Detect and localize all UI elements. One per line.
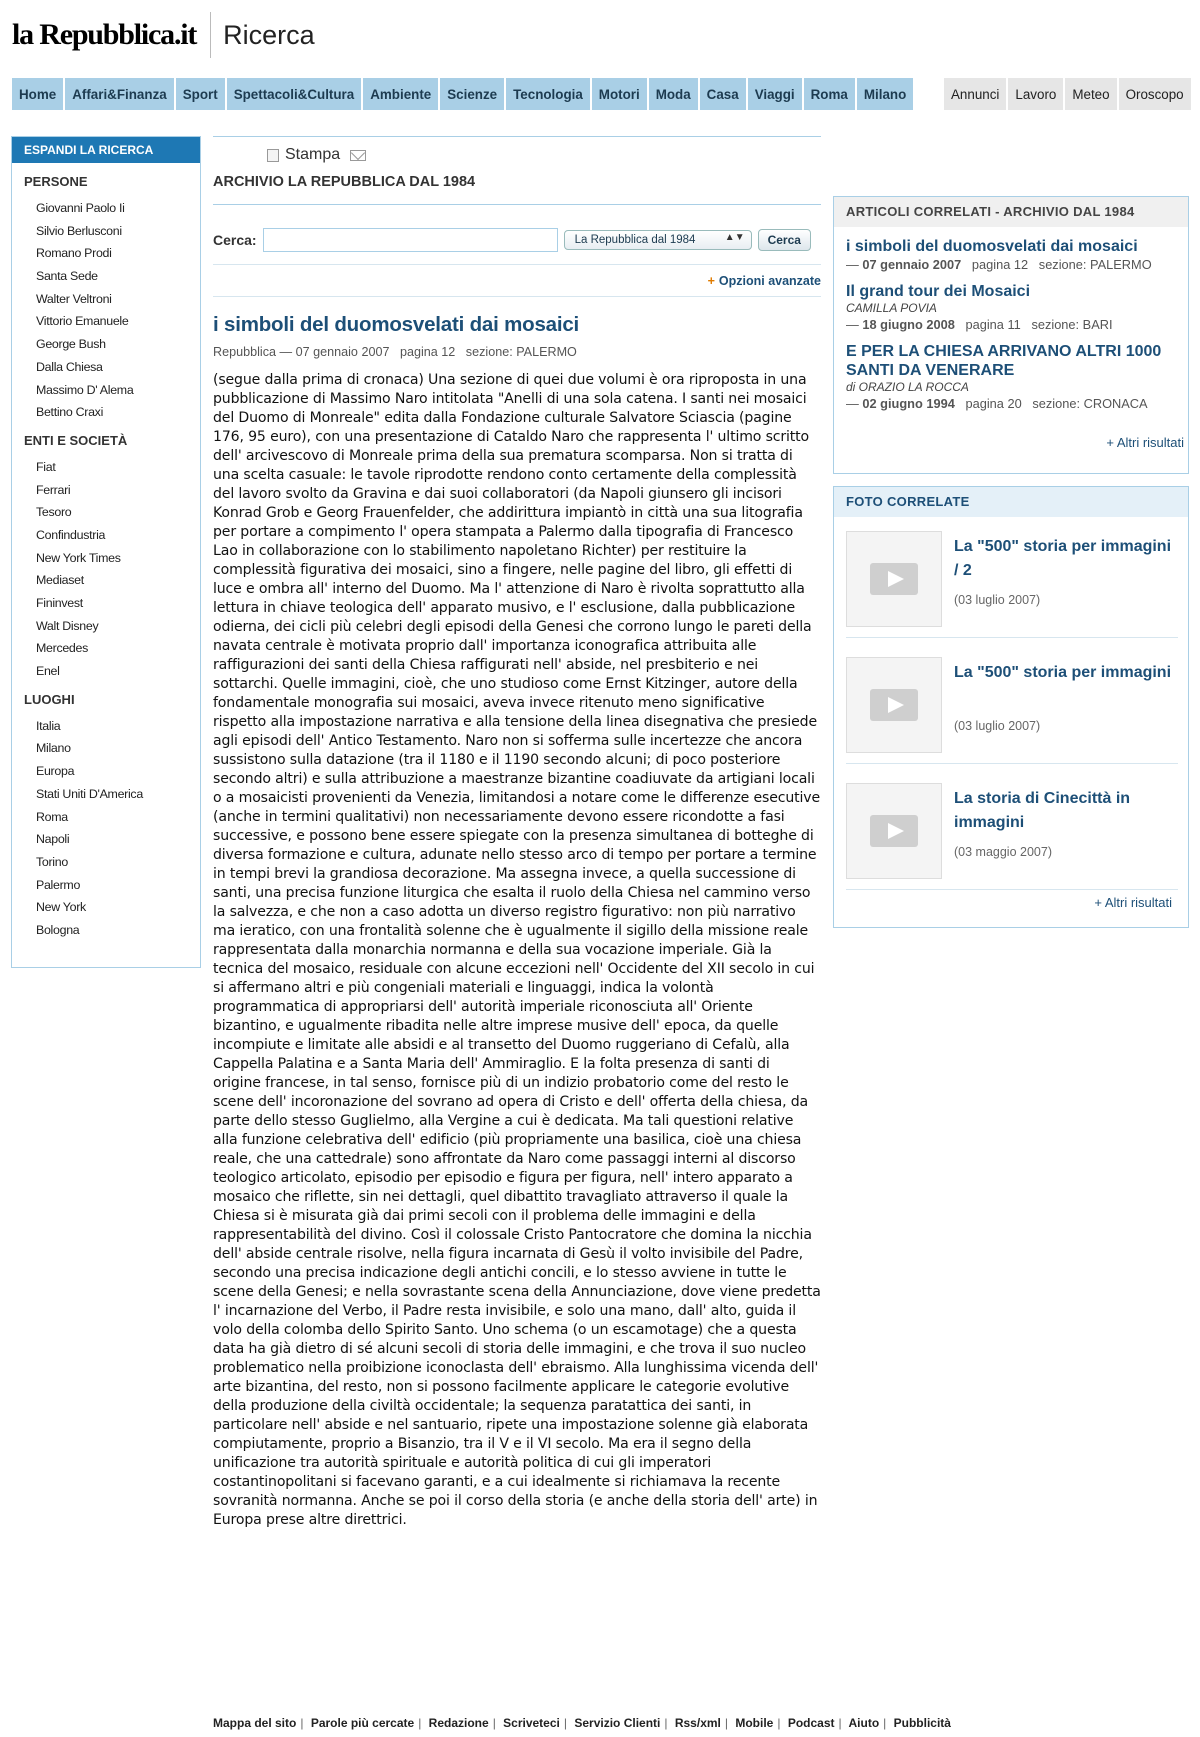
sidebar-item[interactable]: Ferrari [36, 482, 71, 497]
related-article-page: pagina 20 [965, 396, 1022, 411]
sidebar-item[interactable]: Palermo [36, 877, 81, 892]
related-article-title[interactable]: i simboli del duomosvelati dai mosaici [846, 238, 1138, 255]
header-divider [210, 12, 211, 58]
divider [213, 204, 821, 205]
main-nav [12, 78, 915, 110]
sidebar-item[interactable]: Santa Sede [36, 269, 98, 284]
print-label: Stampa [285, 146, 341, 163]
nav-spettacoli-cultura[interactable]: Spettacoli&Cultura [227, 78, 362, 110]
separator: | [664, 1716, 668, 1730]
divider [213, 296, 821, 297]
search-label: Cerca: [213, 232, 257, 248]
photo-title[interactable]: La storia di Cinecittà in immagini [954, 790, 1131, 831]
related-article-author: CAMILLA POVIA [846, 301, 937, 315]
related-articles-heading: ARTICOLI CORRELATI - ARCHIVIO DAL 1984 [834, 197, 1188, 227]
article-section: sezione: PALERMO [465, 345, 577, 359]
related-article-title[interactable]: Il grand tour dei Mosaici [846, 283, 1031, 300]
article-meta: Repubblica — 07 gennaio 2007 pagina 12 sezione: PALERMO [213, 345, 577, 359]
related-article-date: 02 giugno 1994 [862, 396, 955, 411]
divider [846, 763, 1178, 764]
sidebar-group-persone: PERSONE [24, 174, 88, 189]
related-article-section: sezione: CRONACA [1032, 396, 1148, 411]
more-articles-link[interactable]: + Altri risultati [1106, 435, 1184, 450]
nav-oroscopo[interactable]: Oroscopo [1119, 78, 1191, 110]
sidebar-item[interactable]: Roma [36, 809, 68, 824]
more-photos-link[interactable]: + Altri risultati [1094, 895, 1172, 910]
article-page: pagina 12 [399, 345, 456, 359]
sidebar-item[interactable]: Mediaset [36, 573, 84, 588]
sidebar-item[interactable]: Tesoro [36, 505, 72, 520]
archive-title: ARCHIVIO LA REPUBBLICA DAL 1984 [213, 174, 476, 190]
nav-meteo[interactable]: Meteo [1065, 78, 1116, 110]
print-icon [267, 149, 279, 162]
photo-item[interactable] [846, 783, 1178, 883]
related-article-meta: — 18 giugno 2008 pagina 11 sezione: BARI [846, 317, 1113, 332]
expand-search-header[interactable]: ESPANDI LA RICERCA [12, 137, 200, 163]
archive-select-value: La Repubblica dal 1984 [574, 234, 696, 246]
nav-roma[interactable]: Roma [804, 78, 855, 110]
play-icon [870, 563, 918, 595]
separator: | [724, 1716, 728, 1730]
related-article [834, 237, 1188, 273]
footer-link[interactable]: Aiuto [848, 1716, 880, 1730]
nav-affari-finanza[interactable]: Affari&Finanza [65, 78, 174, 110]
play-icon [870, 815, 918, 847]
sidebar-item[interactable]: Silvio Berlusconi [36, 223, 122, 238]
nav-annunci[interactable]: Annunci [944, 78, 1006, 110]
nav-home[interactable]: Home [12, 78, 63, 110]
sidebar-item[interactable]: Bettino Craxi [36, 405, 104, 420]
related-article-section: sezione: BARI [1031, 317, 1113, 332]
search-form [213, 226, 811, 254]
photo-date: (03 luglio 2007) [954, 593, 1041, 607]
archive-select[interactable] [564, 230, 752, 250]
photo-date: (03 luglio 2007) [954, 719, 1041, 733]
related-article-page: pagina 12 [971, 257, 1029, 272]
print-link[interactable] [267, 146, 366, 164]
nav-scienze[interactable]: Scienze [440, 78, 504, 110]
related-article-page: pagina 11 [965, 317, 1021, 332]
sidebar-item[interactable]: Confindustria [36, 527, 106, 542]
footer-link[interactable]: Mappa del sito [213, 1716, 297, 1730]
sidebar-item[interactable]: Napoli [36, 832, 70, 847]
footer-link[interactable]: Parole più cercate [310, 1716, 415, 1730]
site-logo[interactable]: la Repubblica.it [12, 18, 197, 51]
main-content [213, 136, 821, 1528]
section-title: Ricerca [223, 19, 315, 50]
nav-ambiente[interactable]: Ambiente [363, 78, 438, 110]
footer-link[interactable]: Podcast [787, 1716, 835, 1730]
nav-tecnologia[interactable]: Tecnologia [506, 78, 590, 110]
sidebar-item[interactable]: Giovanni Paolo Ii [36, 201, 125, 215]
sidebar-item[interactable]: Romano Prodi [36, 246, 112, 261]
sidebar-item[interactable]: Massimo D' Alema [36, 382, 134, 397]
sidebar-group-luoghi: LUOGHI [24, 691, 75, 707]
article-body: (segue dalla prima di cronaca) Una sezione di quei due volumi è ora riproposta in una pubblicazione di Massimo Naro intitolata "Anelli di una sola catena. I santi nei mosaici del Duomo di Monreale" edita dalla Fondazione culturale Salvatore Sciascia (pagine 176, 95 euro), con una presentazione di Cataldo Naro che rappresenta l' ultimo scritto dell' arcivescovo di Monreale prima della sua prematura scomparsa. Non si tratta di una scelta casuale: le tavole riprodotte rendono conto certamente della complessità del lavoro svolto da Gravina e dai suoi collaboratori (da Napoli giunsero gli incisori Konrad Grob e Georg Frauenfelder, che addirittura impiantò in città una sua litografia per portare a compimento l' opera stampata a Palermo dalla tipografia di Francesco Lao in collaborazione con lo stabilimento napoletano Richter) per restituire la complessità figurativa dei mosaici, sino a fingere, nelle pagine del libro, gli effetti di luce e ombra all' interno del Duomo. Ma l' attenzione di Naro è rivolta soprattutto alla lettura in chiave teologica dell' apparato musivo, e l' esclusione, dalla pubblicazione odierna, dei cicli più celebri degli episodi della Genesi che corrono lungo le pareti della navata centrale è motivata proprio dall' importanza iconografica attribuita alle raffigurazioni dei santi della Chiesa raffigurati nell' abside, nel presbiterio e nei sottarchi. Quelle immagini, cioè, che uno studioso come Ernst Kitzinger, autore della fondamentale monografia sui mosaici, aveva invece ritenuto meno significative rispetto alla impostazione narrativa e alla tensione della linea disegnativa che presiede agli episodi dell' Antico Testamento. Naro non si sofferma sulle incertezze che ancora sussistono sulla datazione (tra il 1180 e il 1190 secondo alcuni; di poco posteriore secondo altri) e sulla attribuzione a maestranze bizantine coadiuvate da artigiani locali o a mosaicisti provenienti da Venezia, limitandosi a notare come le differenze esecutive (anche in termini qualitativi) non necessariamente devono essere ricondotte a fasi successive, e possono bene essere spiegate con la presenza simultanea di botteghe di diversa formazione e cultura, adunate nello stesso arco di tempo per portare a termine in tempi brevi la grandiosa decorazione. Ma assegna invece, a quella successione di santi, una precisa funzione liturgica che esalta il ruolo della Chiesa nel cammino verso la salvezza, e che non a caso adotta un diverso registro figurativo: non più narrativo ma ieratico, con una frontalità solenne che è ugualmente il sigillo della missione reale rappresentata dalla monarchia normanna e della sua vocazione imperiale. Già la tecnica del mosaico, residuale con alcune eccezioni nell' Occidente del XII secolo in cui si affermano altri e più congeniali materiali e linguaggi, indica la volontà programmatica di appropriarsi dell' autorità imperiale riconosciuta all' Oriente bizantino, e ugualmente ribadita nelle altre imprese musive dell' epoca, da quelle incompiute e limitate alle absidi e al transetto del Duomo ruggeriano di Cefalù, alla Cappella Palatina e a Santa Maria dell' Ammiraglio. E la folta presenza di santi di origine francese, in tal senso, fornisce più di un indizio probatorio come del resto le scene dell' incoronazione del sovrano ad opera di Cristo e dell' offerta della chiesa, da parte dello stesso Guglielmo, alla Vergine a cui è dedicata. Ma tali questioni relative alla funzione celebrativa dell' edificio (più propriamente una basilica, cioè una chiesa reale, che una cattedrale) sono affrontate da Naro come passaggi interni al discorso teologico articolato, episodio per episodio e figura per figura, nell' intero apparato a mosaico che riflette, sin nei dettagli, quel dibattito travagliato attraverso il quale la Chiesa si è misurata già dai primi secoli con il problema delle immagini e della rappresentabilità del divino. Così il colossale Cristo Pantocratore che domina la nicchia dell' abside centrale risolve, nella figura incarnata di Gesù il volto invisibile del Padre, secondo una precisa indicazione degli antichi concili, e lo stesso avviene in tutte le scene della Genesi; e nella sovrastante scena della Annunciazione, dove viene predetta l' incarnazione del Verbo, il Padre resta invisibile, e solo una mano, dall' alto, guida il volo della colomba dello Spirito Santo. Uno schema (o un escamotage) che a questa data ha già dietro di sé alcuni secoli di storia delle immagini, e che trova il suo nucleo problematico nella proibizione iconoclasta dell' ebraismo. Alla lunghissima vicenda dell' arte bizantina, del resto, non si possono facilmente applicare le categorie evolutive della produzione della civiltà occidentale; la sequenza paratattica dei santi, in particolare nell' abside e nel santuario, ripete una impostazione solenne già elaborata compiutamente, proprio a Bisanzio, tra il V e il VI secolo. Ma era il segno della unificazione tra autorità spirituale e autorità politica di cui gli imperatori costantinopolitani si facevano garanti, e a cui idealmente si richiamava la recente sovranità normanna. Anche se poi il corso della storia (e anche della storia dell' arte) in Europa prese altre direttrici. [213, 372, 821, 1528]
related-articles-box [833, 196, 1189, 474]
plus-icon: + [707, 274, 715, 288]
separator: | [777, 1716, 781, 1730]
footer-link[interactable]: Pubblicità [893, 1716, 951, 1730]
photo-item[interactable] [846, 657, 1178, 757]
nav-sport[interactable]: Sport [176, 78, 225, 110]
photo-thumbnail[interactable] [846, 783, 942, 879]
sidebar-item[interactable]: Torino [36, 854, 68, 869]
advanced-options-link[interactable] [708, 274, 821, 288]
related-photos-box [833, 486, 1189, 928]
related-article-author: di ORAZIO LA ROCCA [846, 380, 969, 394]
sidebar-item[interactable]: Bologna [36, 922, 80, 937]
site-header [12, 10, 315, 60]
divider [213, 264, 821, 265]
sidebar-item[interactable]: Walter Veltroni [36, 291, 112, 306]
sidebar-item[interactable]: Dalla Chiesa [36, 359, 103, 374]
article-title[interactable]: i simboli del duomosvelati dai mosaici [213, 313, 580, 336]
search-button[interactable]: Cerca [758, 229, 811, 251]
nav-moda[interactable]: Moda [649, 78, 698, 110]
photo-date: (03 maggio 2007) [954, 845, 1052, 859]
services-nav [944, 78, 1193, 110]
nav-viaggi[interactable]: Viaggi [748, 78, 802, 110]
separator: | [563, 1716, 567, 1730]
related-article [834, 342, 1188, 412]
related-article-title[interactable]: E PER LA CHIESA ARRIVANO ALTRI 1000 SANTI DA VENERARE [846, 343, 1162, 379]
photo-title[interactable]: La "500" storia per immagini / 2 [954, 538, 1172, 579]
sidebar-item[interactable]: Mercedes [36, 641, 89, 656]
nav-motori[interactable]: Motori [592, 78, 647, 110]
sidebar-item[interactable]: Europa [36, 764, 75, 779]
sidebar-item[interactable]: Vittorio Emanuele [36, 314, 129, 329]
divider [846, 637, 1178, 638]
nav-casa[interactable]: Casa [700, 78, 746, 110]
footer-link[interactable]: Scriveteci [503, 1716, 560, 1730]
play-icon [870, 689, 918, 721]
footer-link[interactable]: Servizio Clienti [574, 1716, 661, 1730]
footer-links [213, 1716, 951, 1730]
sidebar-item[interactable]: Enel [36, 664, 60, 679]
photo-thumbnail[interactable] [846, 657, 942, 753]
sidebar-item[interactable]: Italia [36, 718, 61, 733]
related-article-meta: — 07 gennaio 2007 pagina 12 sezione: PALERMO [846, 257, 1152, 272]
sidebar-item[interactable]: George Bush [36, 337, 106, 352]
footer-link[interactable]: Redazione [428, 1716, 489, 1730]
sidebar-item[interactable]: Walt Disney [36, 618, 99, 633]
related-article [834, 282, 1188, 333]
advanced-options-label: Opzioni avanzate [718, 274, 821, 288]
separator: | [838, 1716, 842, 1730]
sidebar-item[interactable]: Milano [36, 741, 71, 756]
separator: | [300, 1716, 304, 1730]
sidebar-item[interactable]: Stati Uniti D'America [36, 786, 143, 801]
footer-link[interactable]: Mobile [735, 1716, 774, 1730]
mail-icon[interactable] [350, 150, 366, 161]
article-date: 07 gennaio 2007 [295, 345, 390, 359]
photo-thumbnail[interactable] [846, 531, 942, 627]
nav-milano[interactable]: Milano [857, 78, 913, 110]
separator: | [418, 1716, 422, 1730]
nav-lavoro[interactable]: Lavoro [1008, 78, 1063, 110]
related-article-date: 07 gennaio 2007 [862, 257, 962, 272]
related-article-meta: — 02 giugno 1994 pagina 20 sezione: CRONACA [846, 396, 1148, 411]
sidebar-item[interactable]: New York [36, 900, 86, 915]
sidebar-group-enti: ENTI E SOCIETÀ [24, 432, 128, 448]
article-source: Repubblica [213, 345, 277, 359]
related-article-date: 18 giugno 2008 [862, 317, 955, 332]
related-article-section: sezione: PALERMO [1038, 257, 1152, 272]
footer-link[interactable]: Rss/xml [674, 1716, 721, 1730]
photo-title[interactable]: La "500" storia per immagini [954, 664, 1172, 681]
related-photos-heading: FOTO CORRELATE [834, 487, 1188, 517]
search-input[interactable] [263, 228, 558, 252]
top-divider [213, 136, 821, 137]
separator: | [883, 1716, 887, 1730]
select-arrows-icon: ▲▼ [724, 232, 745, 243]
separator: | [492, 1716, 496, 1730]
photo-item[interactable] [846, 531, 1178, 631]
divider [846, 889, 1178, 890]
sidebar-item[interactable]: New York Times [36, 550, 121, 565]
refine-search-sidebar [11, 136, 201, 968]
sidebar-item[interactable]: Fiat [36, 459, 56, 474]
sidebar-item[interactable]: Fininvest [36, 596, 83, 610]
